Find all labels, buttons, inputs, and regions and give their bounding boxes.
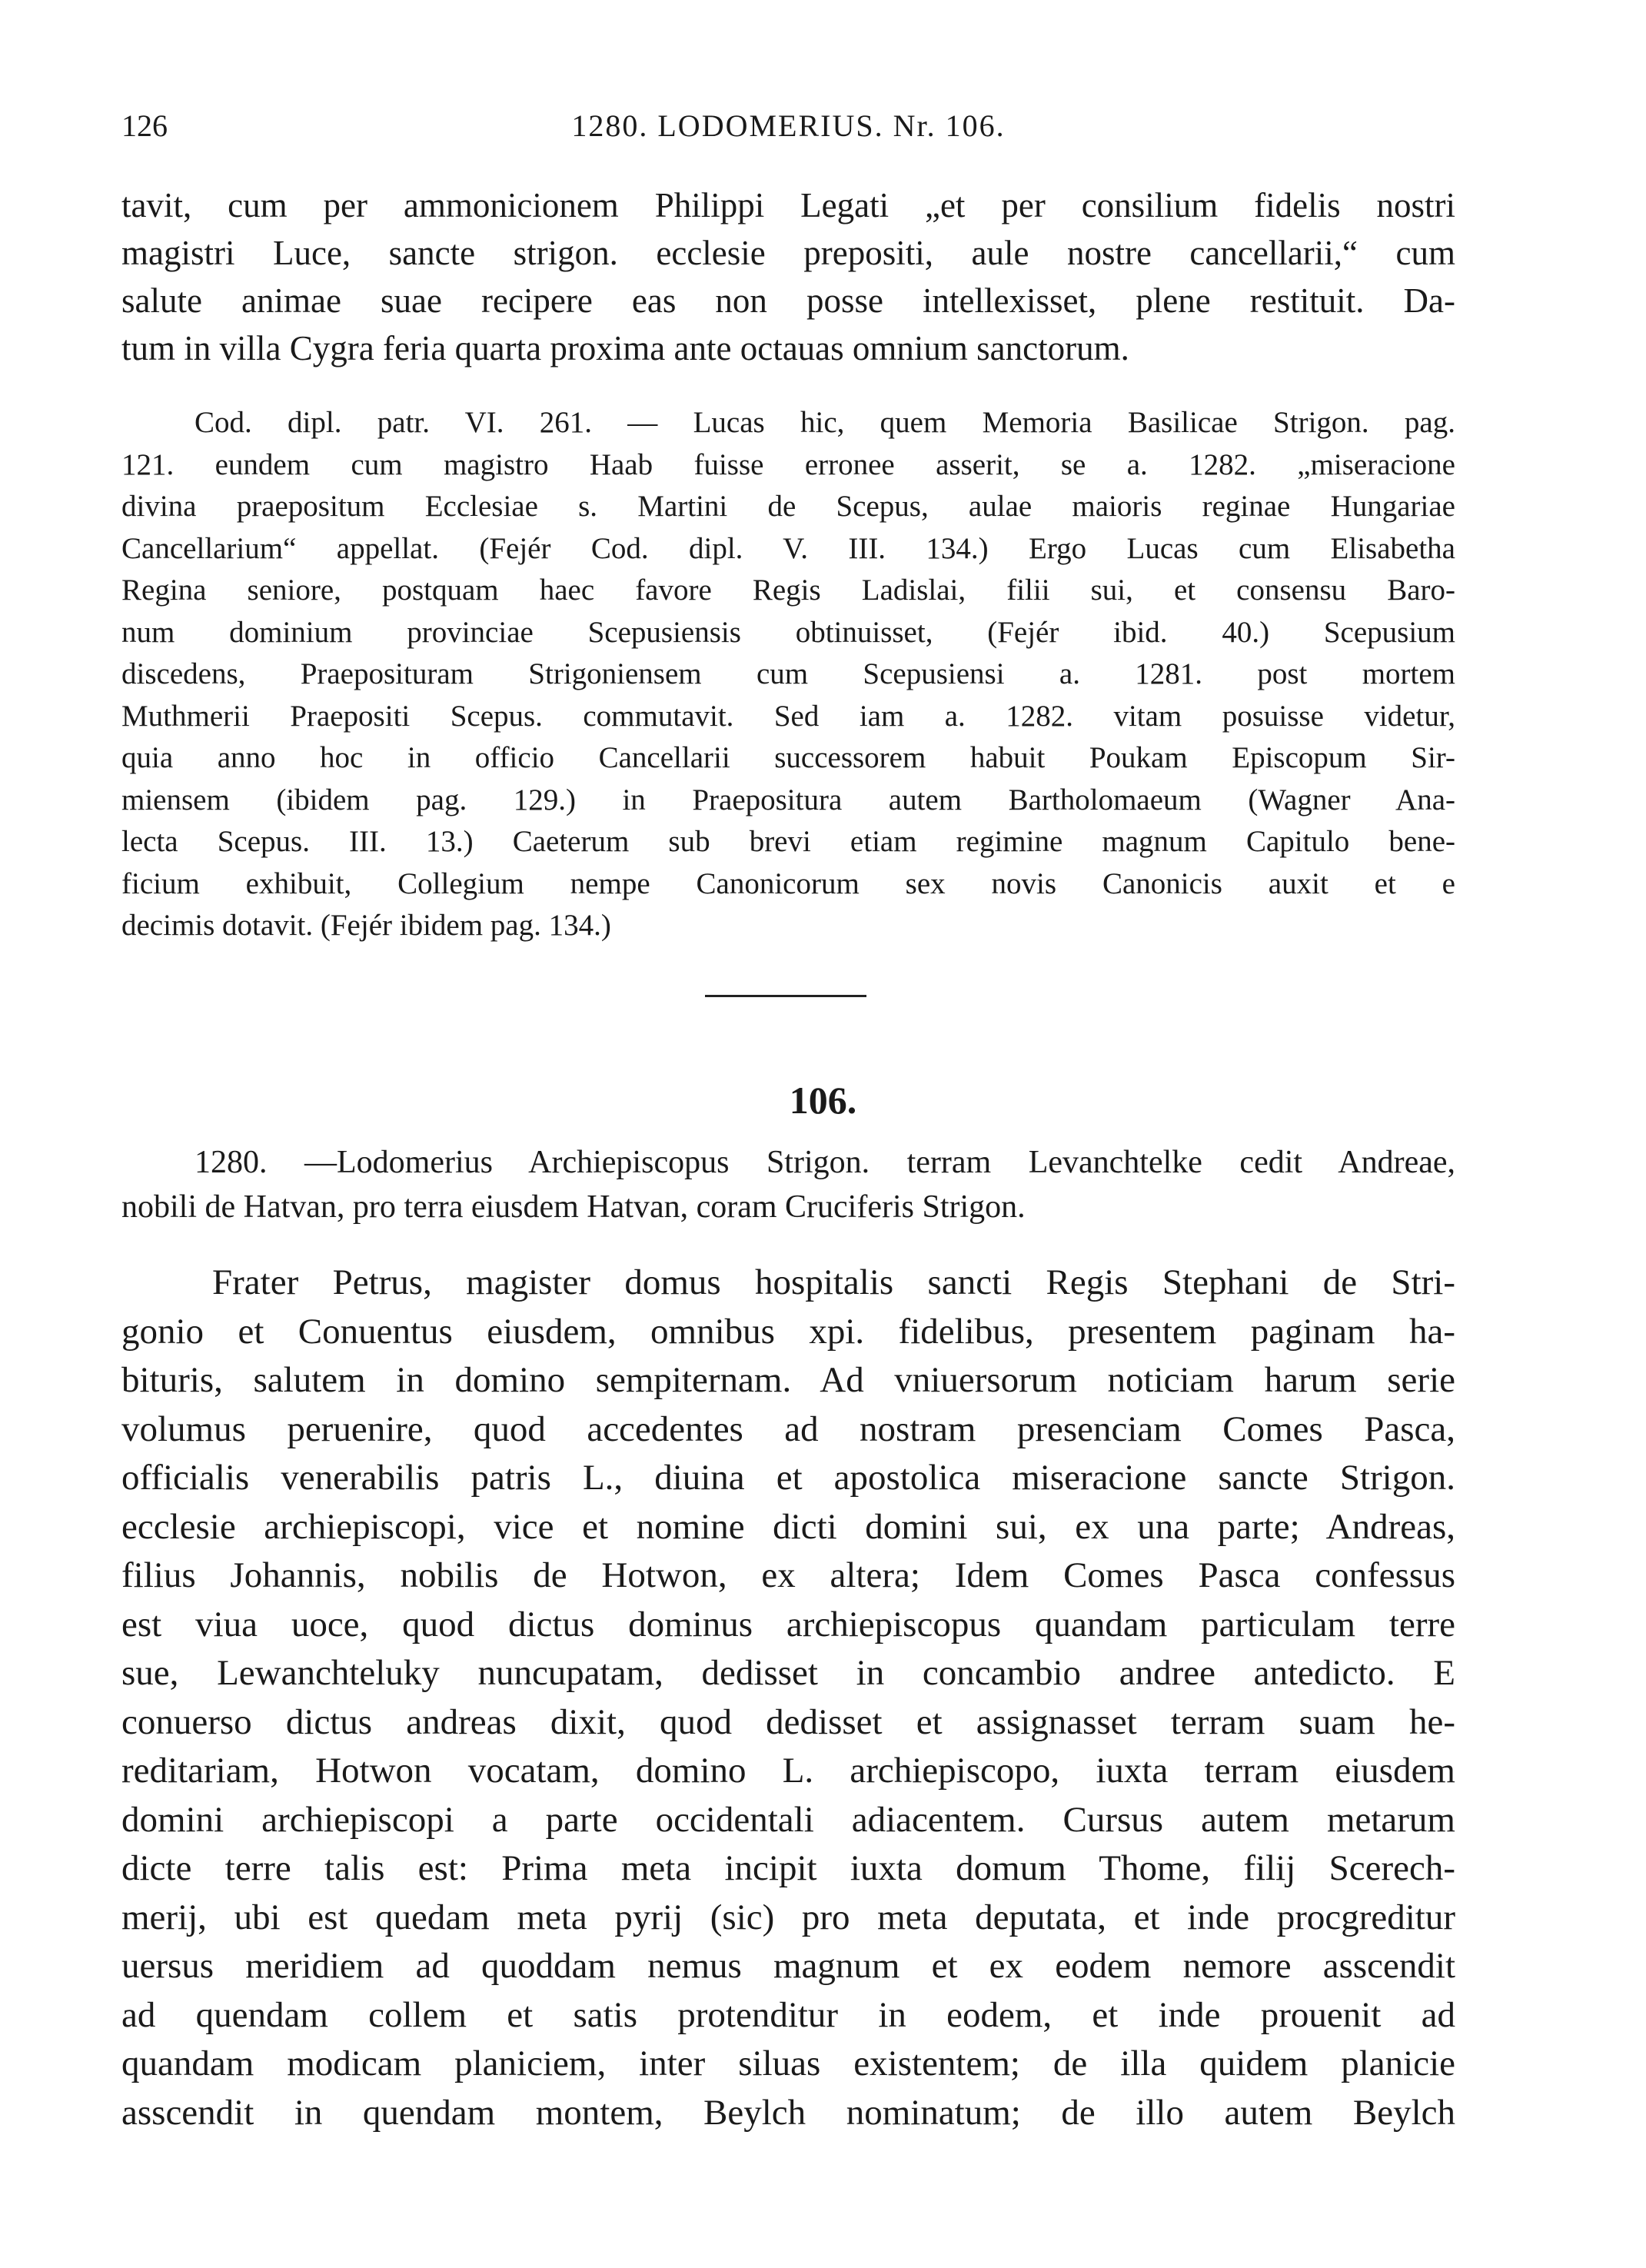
note-line: Muthmerii Praepositi Scepus. commutavit. Sed iam a. 1282. vitam posuisse videtur, — [121, 699, 1455, 733]
document-summary — [121, 1140, 1455, 1229]
text-line: tavit, cum per ammonicionem Philippi Legati „et per consilium fidelis nostri — [121, 186, 1455, 224]
editorial-note — [121, 402, 1455, 947]
charter-line: Frater Petrus, magister domus hospitalis sancti Regis Stephani de Stri- — [212, 1262, 1455, 1302]
note-line: miensem (ibidem pag. 129.) in Praepositura autem Bartholomaeum (Wagner Ana- — [121, 783, 1455, 816]
charter-line: ecclesie archiepiscopi, vice et nomine dicti domini sui, ex una parte; Andreas, — [121, 1506, 1455, 1547]
note-line: ficium exhibuit, Collegium nempe Canonicorum sex novis Canonicis auxit et e — [121, 866, 1455, 900]
summary-line: 1280. —Lodomerius Archiepiscopus Strigon. terram Levanchtelke cedit Andreae, — [195, 1145, 1455, 1180]
charter-line: officialis venerabilis patris L., diuina et apostolica miseracione sancte Strigon. — [121, 1458, 1455, 1498]
charter-line: uersus meridiem ad quoddam nemus magnum et ex eodem nemore asscendit — [121, 1946, 1455, 1986]
charter-line: domini archiepiscopi a parte occidentali adiacentem. Cursus autem metarum — [121, 1799, 1455, 1840]
note-line: divina praepositum Ecclesiae s. Martini de Scepus, aulae maioris reginae Hungariae — [121, 490, 1455, 523]
document-number: 106. — [789, 1079, 857, 1122]
running-title: 1280. LODOMERIUS. Nr. 106. — [571, 108, 1006, 143]
continued-charter-text — [121, 181, 1455, 372]
charter-line: gonio et Conuentus eiusdem, omnibus xpi. fidelibus, presentem paginam ha- — [121, 1311, 1455, 1352]
charter-text — [121, 1259, 1455, 2137]
text-line: tum in villa Cygra feria quarta proxima ante octauas omnium sanctorum. — [121, 329, 1129, 367]
summary-line: nobili de Hatvan, pro terra eiusdem Hatvan, coram Cruciferis Strigon. — [121, 1189, 1026, 1225]
charter-line: est viua uoce, quod dictus dominus archiepiscopus quandam particulam terre — [121, 1604, 1455, 1644]
note-line: decimis dotavit. (Fejér ibidem pag. 134.) — [121, 909, 611, 942]
charter-line: asscendit in quendam montem, Beylch nominatum; de illo autem Beylch — [121, 2092, 1455, 2133]
charter-line: bituris, salutem in domino sempiternam. Ad vniuersorum noticiam harum serie — [121, 1360, 1455, 1400]
charter-line: conuerso dictus andreas dixit, quod dedisset et assignasset terram suam he- — [121, 1701, 1455, 1742]
charter-line: ad quendam collem et satis protenditur in eodem, et inde prouenit ad — [121, 1994, 1455, 2035]
note-line: quia anno hoc in officio Cancellarii successorem habuit Poukam Episcopum Sir- — [121, 741, 1455, 774]
page-header — [121, 108, 1455, 154]
note-line: 121. eundem cum magistro Haab fuisse erronee asserit, se a. 1282. „miseracione — [121, 447, 1455, 481]
note-line: Cancellarium“ appellat. (Fejér Cod. dipl. V. III. 134.) Ergo Lucas cum Elisabetha — [121, 531, 1455, 565]
charter-line: dicte terre talis est: Prima meta incipit iuxta domum Thome, filij Scerech- — [121, 1848, 1455, 1888]
charter-line: quandam modicam planiciem, inter siluas existentem; de illa quidem planicie — [121, 2044, 1455, 2083]
note-line: Cod. dipl. patr. VI. 261. — Lucas hic, quem Memoria Basilicae Strigon. pag. — [195, 406, 1455, 439]
note-line: num dominium provinciae Scepusiensis obtinuisset, (Fejér ibid. 40.) Scepusium — [121, 615, 1455, 649]
note-line: lecta Scepus. III. 13.) Caeterum sub brevi etiam regimine magnum Capitulo bene- — [121, 825, 1455, 858]
charter-line: merij, ubi est quedam meta pyrij (sic) pro meta deputata, et inde procgreditur — [121, 1897, 1455, 1937]
note-line: discedens, Praeposituram Strigoniensem cum Scepusiensi a. 1281. post mortem — [121, 657, 1455, 690]
page-number: 126 — [121, 108, 168, 143]
text-line: magistri Luce, sancte strigon. ecclesie prepositi, aule nostre cancellarii,“ cum — [121, 234, 1455, 272]
note-line: Regina seniore, postquam haec favore Regis Ladislai, filii sui, et consensu Baro- — [121, 574, 1455, 607]
charter-line: volumus peruenire, quod accedentes ad nostram presenciam Comes Pasca, — [121, 1408, 1455, 1449]
charter-line: sue, Lewanchteluky nuncupatam, dedisset in concambio andree antedicto. E — [121, 1653, 1455, 1693]
text-line: salute animae suae recipere eas non posse intellexisset, plene restituit. Da- — [121, 281, 1455, 320]
charter-line: reditariam, Hotwon vocatam, domino L. archiepiscopo, iuxta terram eiusdem — [121, 1751, 1455, 1791]
charter-line: filius Johannis, nobilis de Hotwon, ex altera; Idem Comes Pasca confessus — [121, 1555, 1455, 1595]
section-divider — [705, 995, 866, 997]
